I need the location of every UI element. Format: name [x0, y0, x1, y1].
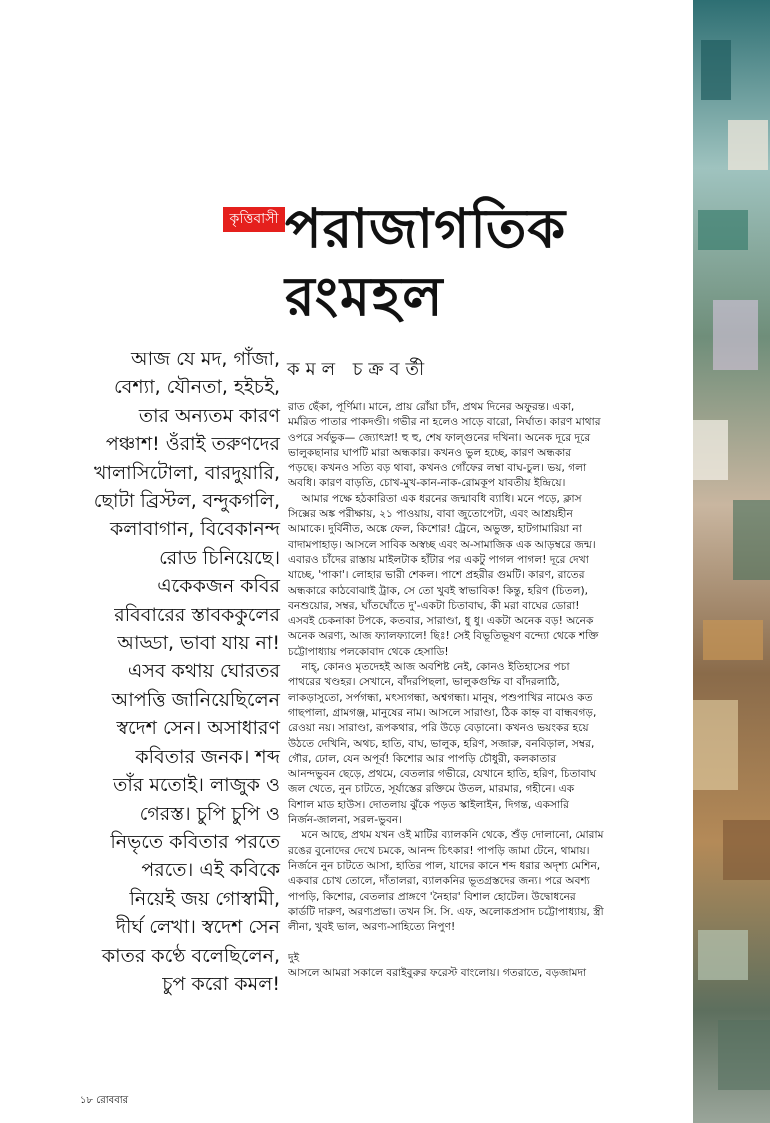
body-line: আমার পক্ষে হঠকারিতা এক ধরনের জন্মাবধি ব্যাধি। মনে পড়ে, ক্লাস: [288, 492, 582, 505]
body-line: কার্ডটি দারুণ, অরণ্যপ্রভা। তখন সি. সি. এফ, অলোকপ্রসাদ চট্টোপাধ্যায়, স্ত্রী: [288, 905, 604, 918]
magazine-name: রোববার: [96, 1095, 129, 1106]
pull-quote-line: আড্ডা, ভাবা যায় না!: [117, 632, 280, 655]
pull-quote-line: নিয়েই জয় গোস্বামী,: [129, 887, 280, 910]
pull-quote-line: পঞ্চাশ! ওঁরাই তরুণদের: [105, 433, 280, 456]
pull-quote-line: খালাসিটোলা, বারদুয়ারি,: [93, 461, 280, 484]
pull-quote-line: নিভৃতে কবিতার পরতে: [110, 830, 280, 853]
pull-quote-line: একেকজন কবির: [157, 575, 280, 598]
body-line: অনেক অরণ্য, আজ ফ্যালফ্যালে! ছিঃ! সেই বিভূতিভূষণ বন্দ্যো থেকে শক্তি: [288, 630, 599, 643]
body-line: বাদামপাহাড়। আসলে সাবিক অস্বচ্ছ এবং অ-সামাজিক এক আড়ম্বরে জন্ম।: [288, 538, 596, 551]
body-line: যাচ্ছে, 'পাকা'। লোহার ভারী শেকল। পাশে প্রহরীর গুমটি। কারণ, রাতের: [288, 569, 585, 582]
pull-quote-line: চুপ করো কমল!: [162, 972, 280, 995]
pull-quote-line: দীর্ঘ লেখা। স্বদেশ সেন: [116, 916, 280, 939]
pull-quote-line: গেরস্ত। চুপি চুপি ও: [139, 802, 280, 825]
pull-quote-line: কবিতার জনক। শব্দ: [135, 745, 280, 768]
body-line: পাপড়ি, কিশোর, বেতলার প্রাঙ্গণে 'নৈহার' বিশাল হোটেল। উদ্বোধনের: [288, 890, 576, 903]
body-line: অবধি। কারণ বাড়তি, চোখ-মুখ-কান-নাক-রোমকূপ যাবতীয় ইন্দ্রিয়ে।: [288, 477, 566, 490]
body-line: বনশুয়োর, সম্বর, ঘাঁতঘোঁতে দু'-একটা চিতাবাঘ, কী মরা বাঘের ডোরা!: [288, 599, 580, 612]
page-title-line-1: পরাজাগতিক: [285, 196, 567, 260]
body-line: এসবই চেকনাকা টপকে, কতবার, সারাণ্ডা, ধু ধু। একটা অনেক বড়! অনেক: [288, 615, 594, 628]
pull-quote-line: তাঁর মতোই। লাজুক ও: [113, 774, 280, 797]
painting-strip-image: [693, 0, 770, 1123]
body-line: আমাকে। দুর্বিনীত, অঙ্কে ফেল, কিশোর! ট্রেনে, অভুক্ত, হাটগামারিয়া না: [288, 523, 582, 536]
pull-quote-line: আপত্তি জানিয়েছিলেন: [111, 688, 280, 711]
pull-quote-line: এসব কথায় ঘোরতর: [127, 660, 280, 683]
body-line: মনে আছে, প্রথম যখন ওই মাটির ব্যালকনি থেকে, শুঁড় দোলানো, মোরাম: [288, 829, 604, 842]
body-line: সিক্সের অঙ্ক পরীক্ষায়, ২১ পাওয়ায়, বাবা জুতোপেটা, এবং আশ্রয়হীন: [288, 508, 573, 521]
body-line: ভালুকছানার ঘাপটি মারা অন্ধকার। কখনও ভুল হচ্ছে, কারণ অন্ধকার: [288, 446, 572, 459]
body-line: আনন্দভুবন ছেড়ে, প্রথমে, বেতলার গভীরে, যেখানে হাতি, হরিণ, চিতাবাঘ: [288, 768, 597, 781]
article-body: [288, 400, 683, 981]
section-heading: দুই: [288, 951, 300, 964]
body-line: জল খেতে, নুন চাটতে, সূর্যাস্তের রক্তিমে উতল, মারমার, গহীনে। এক: [288, 783, 575, 796]
page-title-line-2: রংমহল: [285, 264, 445, 328]
body-line: ওপরে সর্বভুক— জ্যোৎস্না! হু হু, শেষ ফাল্গুনের দখিনা। অনেক দূরে দূরে: [288, 431, 591, 444]
pull-quote-line: ছোটা ব্রিস্টল, বন্দুকগলি,: [93, 490, 280, 513]
body-line: চট্টোপাধ্যায় পলকোবাদ থেকে হেসাডি!: [288, 645, 449, 658]
body-line: একবার চোখ তোলে, দাঁতালরা, ব্যালকনির ভূতগ্রস্তদের জন্য। পরে অবশ্য: [288, 875, 590, 888]
body-line: নাহ্‌, কোনও মৃতদেহই আজ অবশিষ্ট নেই, কোনও ইতিহাসের পচা: [288, 661, 570, 674]
body-line: আসলে আমরা সকালে বরাইবুরুর ফরেস্ট বাংলোয়। গতরাতে, বড়জামদা: [288, 966, 587, 979]
body-line: গাছপালা, গ্রামগঞ্জ, মানুষের নাম। আসলে সারাণ্ডা, ঠিক কাহ্ন বা বান্ধবগড়,: [288, 706, 597, 719]
pull-quote-line: বেশ্যা, যৌনতা, হইচই,: [114, 376, 280, 399]
pull-quote-line: আজ যে মদ, গাঁজা,: [130, 348, 280, 370]
pull-quote-line: কলাবাগান, বিবেকানন্দ: [109, 518, 280, 541]
body-line: উঠতে দেখিনি, অথচ, হাতি, বাঘ, ভালুক, হরিণ, সজারু, বনবিড়াল, সম্বর,: [288, 737, 595, 750]
pull-quote-line: কাতর কণ্ঠে বলেছিলেন,: [101, 944, 280, 967]
body-line: মর্মরিত পাতার পাকদণ্ডী। গভীর না হলেও সাড়ে বারো, নির্ঘাত। কারণ মাথার: [288, 416, 601, 429]
pull-quote-line: তার অন্যতম কারণ: [138, 404, 280, 427]
author-name: কমল চক্রবর্তী: [287, 359, 431, 380]
pull-quote: [80, 345, 280, 998]
pull-quote-line: রবিবারের স্তাবককুলের: [114, 603, 280, 626]
page-number: ১৮: [80, 1095, 93, 1106]
body-line: লীনা, খুবই ভাল, অরণ্য-সাহিত্যে নিপুণ!: [288, 921, 456, 934]
section-tag: কৃত্তিবাসী: [223, 207, 285, 232]
body-line: অন্ধকারে কাঠবোঝাই ট্রাক, সে তো খুবই স্বাভাবিক! কিন্তু, হরিণ (চিতল),: [288, 584, 588, 597]
body-line: নির্জনে নুন চাটতে আসা, হাতির পাল, যাদের কানে শব্দ ধরার অদৃশ্য মেশিন,: [288, 859, 601, 872]
pull-quote-line: স্বদেশ সেন। অসাধারণ: [116, 717, 280, 740]
body-line: এবারও চাঁদের রাস্তায় মাইলটাক হাঁটার পর একটু পাগল পাগল! দূরে দেখা: [288, 553, 589, 566]
pull-quote-line: রোড চিনিয়েছে।: [159, 546, 280, 569]
body-line: রেওয়া নয়। সারাণ্ডা, রূপকথার, পরি উড়ে বেড়ানো। কখনও ভয়ংকর হয়ে: [288, 722, 589, 735]
page-footer: [80, 1093, 128, 1110]
body-line: বিশাল মাড হাউস। দোতলায় ঝুঁকে পড়ত স্কাইলাইন, দিগন্ত, একসারি: [288, 798, 569, 811]
body-line: নির্জন-জালনা, সরল-ভুবন।: [288, 814, 402, 827]
body-line: পড়ছে। কখনও সত্যি বড় থাবা, কখনও গোঁফের লম্বা বাঘ-চুল। ভয়, গলা: [288, 462, 587, 475]
body-line: পাথরের খণ্ডহর। সেখানে, বাঁদরপিছলা, ভালুকগুম্ফি বা বাঁদরলাঠি,: [288, 676, 560, 689]
body-line: লাকড়াসুতো, সর্পগন্ধা, মৎস্যগন্ধা, অশ্বগন্ধা। মানুষ, পশুপাখির নামেও কত: [288, 691, 593, 704]
section-gap: [288, 935, 683, 950]
body-line: রঙের বুনোদের দেখে চমকে, আনন্দ চিৎকার! পাপড়ি জামা টেনে, থামায়।: [288, 844, 590, 857]
body-line: গৌর, ঢোল, যেন অপূর্ব! কিশোর আর পাপড়ি চৌধুরী, কলকাতার: [288, 752, 557, 765]
pull-quote-line: পরতে। এই কবিকে: [141, 859, 280, 882]
body-line: রাত ছেঁকা, পূর্ণিমা। মানে, প্রায় রোঁয়া চাঁদ, প্রথম দিনের অফুরন্ত। একা,: [288, 401, 575, 413]
